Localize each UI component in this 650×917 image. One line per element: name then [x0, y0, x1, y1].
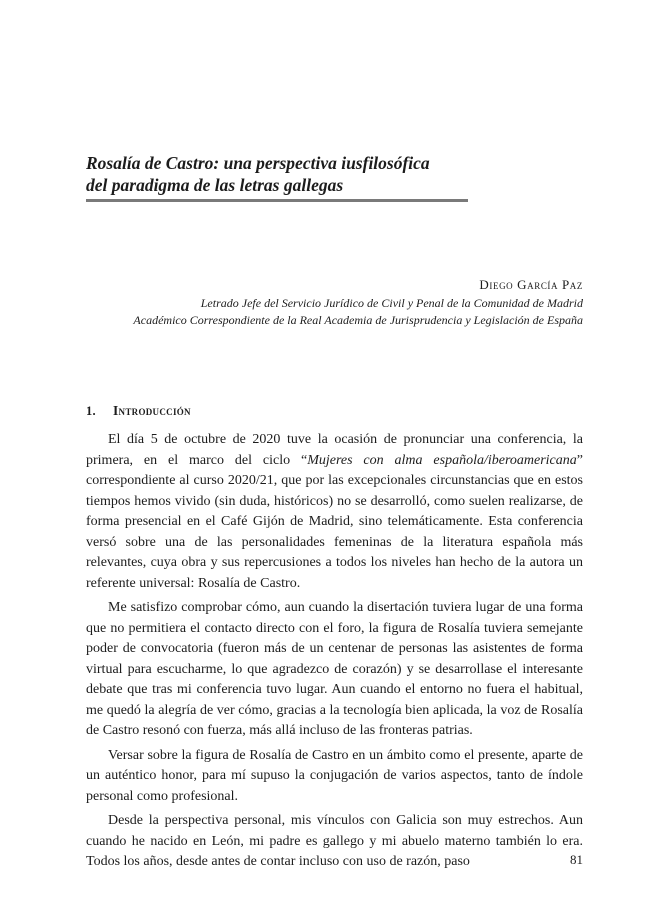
article-title	[86, 152, 526, 196]
title-underline-rule	[86, 199, 468, 202]
section-number: 1.	[86, 404, 96, 418]
article-title-line-2: del paradigma de las letras gallegas	[86, 175, 344, 195]
body-text	[86, 430, 583, 877]
section-title: Introducción	[113, 403, 191, 418]
paragraph-1-text-b: ” correspondiente al curso 2020/21, que por las excepcionales circunstancias que en estos tiempos hemos vivido (sin duda, históricos) no se desarrolló, como suelen realizarse, de forma presencial en el Café Gijón de Madrid, sino telemáticamente. Esta conferencia versó sobre una de las personalidades femeninas de la literatura española más relevantes, cuya obra y sus repercusiones a todos los niveles han hecho de la autora un referente universal: Rosalía de Castro.	[86, 452, 583, 591]
paragraph-3: Versar sobre la figura de Rosalía de Castro en un ámbito como el presente, aparte de un auténtico honor, para mí supuso la conjugación de varios aspectos, tanto de índole personal como profesional.	[86, 747, 583, 804]
paragraph-4: Desde la perspectiva personal, mis vínculos con Galicia son muy estrechos. Aun cuando he nacido en León, mi padre es gallego y mi abuelo materno también lo era. Todos los años, desde antes de contar incluso con uso de razón, paso	[86, 813, 583, 869]
section-heading	[86, 403, 191, 419]
author-name: Diego García Paz	[479, 277, 583, 292]
article-title-line-1: Rosalía de Castro: una perspectiva iusfilosófica	[86, 153, 430, 173]
page-number: 81	[570, 852, 583, 867]
author-affiliation-1: Letrado Jefe del Servicio Jurídico de Civil y Penal de la Comunidad de Madrid	[200, 296, 583, 310]
paragraph-1-text-a: El día 5 de octubre de 2020 tuve la ocasión de pronunciar una conferencia, la primera, en el marco del ciclo “	[86, 432, 583, 468]
author-affiliation-2: Académico Correspondiente de la Real Academia de Jurisprudencia y Legislación de España	[133, 313, 583, 327]
paragraph-2: Me satisfizo comprobar cómo, aun cuando la disertación tuviera lugar de una forma que no permitiera el contacto directo con el foro, la figura de Rosalía tuviera semejante poder de convocatoria (fueron más de un centenar de personas las asistentes de forma virtual para escucharme, lo que agradezco de corazón) y se desarrollase el interesante debate que tras mi conferencia tuvo lugar. Aun cuando el entorno no fuera el habitual, me quedó la alegría de ver cómo, gracias a la tecnología bien aplicada, la voz de Rosalía de Castro resonó con fuerza, más allá incluso de las fronteras patrias.	[86, 600, 583, 738]
paragraph-1	[86, 430, 583, 594]
series-name: Mujeres con alma española/iberoamericana	[307, 452, 577, 468]
